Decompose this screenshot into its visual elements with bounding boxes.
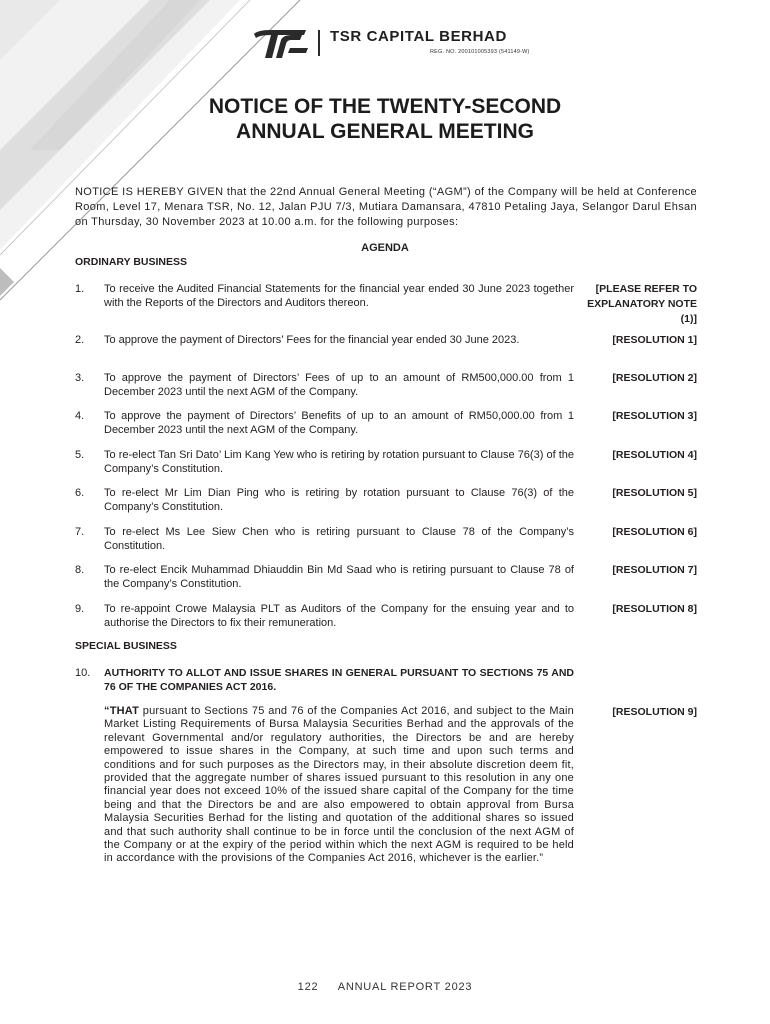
body-text: pursuant to Sections 75 and 76 of the Companies Act 2016, and subject to the Main Market Listing Requirements of Bursa Malaysia Securities Berhad and the approvals of the relevant Governmental and/or regulatory authorities, the Directors be and are hereby empowered to issue shares in the Company, at such time and upon such terms and conditions and for such purposes as the Directors may, in their absolute discretion deem fit, provided that the aggregate number of shares issued pursuant to this resolution in any one financial year does not exceed 10% of the issued share capital of the Company for the time being and that the Directors be and are also empowered to obtain approval from Bursa Malaysia Securities Berhad for the listing and quotation of the additional shares so issued and that such authority shall continue to be in force until the conclusion of the next AGM of the Company or at the expiry of the period within which the next AGM is required to be held in accordance with the provisions of the Companies Act 2016, whichever is the earlier.” [104,705,574,865]
item-text: To re-elect Encik Muhammad Dhiauddin Bin Md Saad who is retiring pursuant to Clause 78 of the Company’s Constitution. [104,564,574,590]
item-text: AUTHORITY TO ALLOT AND ISSUE SHARES IN GENERAL PURSUANT TO SECTIONS 75 AND 76 OF THE COMPANIES ACT 2016. [104,667,574,693]
header-separator [318,30,320,56]
item-text: To approve the payment of Directors’ Fees for the financial year ended 30 June 2023. [104,334,520,346]
resolution-label: [RESOLUTION 1] [612,334,697,346]
item-text: To re-elect Tan Sri Dato’ Lim Kang Yew who is retiring by rotation pursuant to Clause 76(3) of the Company’s Constitution. [104,449,574,475]
edge-marker [0,268,14,296]
item-text: To receive the Audited Financial Statements for the financial year ended 30 June 2023 together with the Reports of the Directors and Auditors thereon. [104,283,574,309]
intro-paragraph: NOTICE IS HEREBY GIVEN that the 22nd Annual General Meeting (“AGM”) of the Company will be held at Conference Room, Level 17, Menara TSR, No. 12, Jalan PJU 7/3, Mutiara Damansara, 47810 Petaling Jaya, Selangor Darul Ehsan on Thursday, 30 November 2023 at 10.00 a.m. for the following purposes: [75,186,697,228]
title-line-2: ANNUAL GENERAL MEETING [236,120,534,143]
resolution-label: [RESOLUTION 5] [612,487,697,499]
item-text: To re-elect Ms Lee Siew Chen who is retiring pursuant to Clause 78 of the Company’s Constitution. [104,526,574,552]
registration-number: REG. NO. 200101005393 (541149-W) [430,49,530,55]
company-name: TSR CAPITAL BERHAD [330,28,507,45]
item-number: 5. [75,449,85,461]
special-business-heading: SPECIAL BUSINESS [75,640,177,652]
item-text: To re-appoint Crowe Malaysia PLT as Auditors of the Company for the ensuing year and to authorise the Directors to fix their remuneration. [104,603,574,629]
item-number: 10. [75,667,91,679]
resolution-9-body [104,705,574,866]
item-number: 7. [75,526,85,538]
agenda-heading: AGENDA [361,242,409,254]
item-number: 4. [75,410,85,422]
resolution-label: [RESOLUTION 4] [612,449,697,461]
resolution-label: [PLEASE REFER TO EXPLANATORY NOTE (1)] [587,283,697,325]
ordinary-business-heading: ORDINARY BUSINESS [75,256,188,268]
title-line-1: NOTICE OF THE TWENTY-SECOND [208,95,562,118]
item-text: To approve the payment of Directors’ Fees of up to an amount of RM500,000.00 from 1 December 2023 until the next AGM of the Company. [104,372,574,398]
item-number: 6. [75,487,85,499]
page-title [0,94,770,144]
page-number: 122 [297,981,319,993]
item-number: 3. [75,372,85,384]
resolution-label: [RESOLUTION 7] [612,564,697,576]
item-text: To re-elect Mr Lim Dian Ping who is retiring by rotation pursuant to Clause 76(3) of the Company’s Constitution. [104,487,574,513]
tsr-logo-icon [250,26,310,62]
page-footer [0,981,770,993]
item-number: 1. [75,283,85,295]
item-number: 8. [75,564,85,576]
resolution-label: [RESOLUTION 6] [612,526,697,538]
body-lead: “THAT [104,705,140,717]
resolution-label: [RESOLUTION 9] [612,706,697,718]
item-number: 2. [75,334,85,346]
resolution-label: [RESOLUTION 2] [612,372,697,384]
item-text: To approve the payment of Directors’ Benefits of up to an amount of RM50,000.00 from 1 December 2023 until the next AGM of the Company. [104,410,574,436]
resolution-label: [RESOLUTION 3] [612,410,697,422]
resolution-label: [RESOLUTION 8] [612,603,697,615]
footer-label: ANNUAL REPORT 2023 [337,981,473,993]
item-number: 9. [75,603,85,615]
